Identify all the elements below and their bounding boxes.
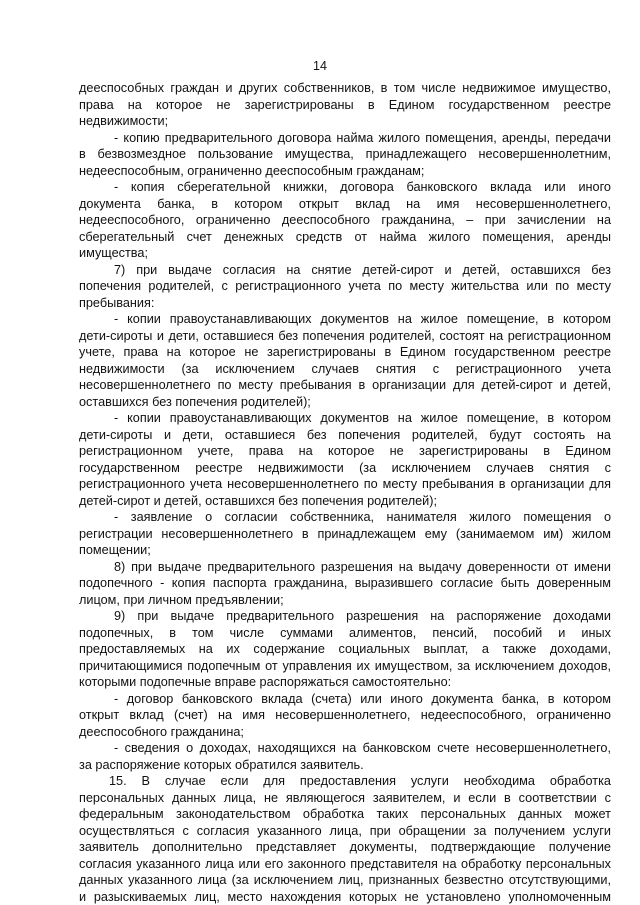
text-line: - заявление о согласии собственника, нанимателя жилого помещения о xyxy=(114,510,611,524)
text-line: пребывания: xyxy=(79,295,155,310)
text-line: 9) при выдаче предварительного разрешения на распоряжение доходами xyxy=(114,609,611,623)
text-line: дети-сироты и дети, оставшиеся без попечения родителей, состоят на регистрационном xyxy=(79,328,611,343)
text-line: - копию предварительного договора найма жилого помещения, аренды, передачи xyxy=(114,130,611,145)
text-line: предоставляемых на их содержание социальных выплат, а также доходами, xyxy=(79,642,611,656)
text-line: осуществляться с согласия указанного лица, при обращении за получением услуги xyxy=(79,823,611,838)
text-line: регистрации несовершеннолетнего в принадлежащем ему (занимаемом им) жилом xyxy=(79,526,611,541)
text-line: недееспособным, ограниченно дееспособным гражданам; xyxy=(79,163,425,178)
text-line: документа банка, в котором открыт вклад на имя несовершеннолетнего, xyxy=(79,196,611,211)
text-line: имущества; xyxy=(79,246,148,260)
text-line: несовершеннолетнего по месту пребывания в организации для детей-сирот и детей, xyxy=(79,378,611,392)
text-line: недвижимости (за исключением случаев снятия с регистрационного учета xyxy=(79,361,611,376)
text-line: недвижимости; xyxy=(79,114,169,128)
text-line: которыми подопечные вправе распоряжаться самостоятельно: xyxy=(79,675,452,689)
text-line: лицом, при личном предъявлении; xyxy=(79,592,284,607)
text-line: подопечного - копия паспорта гражданина, выразившего согласие быть доверенным xyxy=(79,576,611,590)
text-line: и разыскиваемых лиц, место нахождения которых не установлено уполномоченным xyxy=(79,889,611,904)
text-line: персональных данных лица, не являющегося заявителем, и если в соответствии с xyxy=(79,790,611,805)
text-line: учете, права на которое не зарегистрированы в Едином государственном реестре xyxy=(79,345,611,359)
text-line: права на которое не зарегистрированы в Едином государственном реестре xyxy=(79,97,611,112)
text-line: 7) при выдаче согласия на снятие детей-сирот и детей, оставшихся без xyxy=(114,262,611,277)
text-line: сберегательный счет денежных средств от найма жилого помещения, аренды xyxy=(79,229,611,244)
text-line: государственном реестре недвижимости (за исключением случаев снятия с xyxy=(79,460,611,475)
page-number: 14 xyxy=(313,59,327,73)
text-line: данных указанного лица (за исключением лиц, признанных безвестно отсутствующими, xyxy=(79,873,611,887)
text-line: - сведения о доходах, находящихся на банковском счете несовершеннолетнего, xyxy=(114,741,611,755)
text-line: регистрационного учета несовершеннолетнего по месту пребывания в организации для xyxy=(79,477,611,491)
text-line: - договор банковского вклада (счета) или иного документа банка, в котором xyxy=(114,691,611,706)
text-line: детей-сирот и детей, оставшихся без попечения родителей); xyxy=(79,493,438,508)
text-line: регистрационном учете, права на которое не зарегистрированы в Едином xyxy=(79,444,611,458)
text-line: 15. В случае если для предоставления услуги необходима обработка xyxy=(109,774,611,788)
text-line: дееспособного гражданина; xyxy=(79,724,244,739)
text-line: оставшихся без попечения родителей); xyxy=(79,394,311,409)
text-line: попечения родителей, с регистрационного учета по месту жительства или по месту xyxy=(79,279,611,293)
text-line: согласия указанного лица или его законного представителя на обработку персональных xyxy=(79,856,611,871)
text-line: помещении; xyxy=(79,543,151,557)
document-body xyxy=(79,80,611,905)
text-line: недееспособного, ограниченно дееспособного гражданина, – при зачислении на xyxy=(79,213,611,227)
text-line: подопечных, в том числе суммами алиментов, пенсий, пособий и иных xyxy=(79,625,611,640)
text-line: за распоряжение которых обратился заявитель. xyxy=(79,757,364,772)
text-line: - копии правоустанавливающих документов на жилое помещение, в котором xyxy=(114,411,611,425)
text-line: дееспособных граждан и других собственников, в том числе недвижимое имущество, xyxy=(79,81,611,95)
text-line: в безвозмездное пользование имущества, принадлежащего несовершеннолетним, xyxy=(79,147,611,161)
text-line: открыт вклад (счет) на имя несовершеннолетнего, недееспособного, ограниченно xyxy=(79,708,611,722)
text-line: - копии правоустанавливающих документов на жилое помещение, в котором xyxy=(114,312,611,326)
text-line: федеральным законодательством обработка таких персональных данных может xyxy=(79,807,611,821)
text-line: - копия сберегательной книжки, договора банковского вклада или иного xyxy=(114,180,611,194)
text-line: дети-сироты и дети, оставшиеся без попечения родителей, будут состоять на xyxy=(79,427,611,442)
text-line: причитающимися подопечным от управления их имуществом, за исключением доходов, xyxy=(79,658,611,673)
text-line: 8) при выдаче предварительного разрешения на выдачу доверенности от имени xyxy=(114,559,611,574)
text-line: заявитель дополнительно представляет документы, подтверждающие получение xyxy=(79,840,611,854)
